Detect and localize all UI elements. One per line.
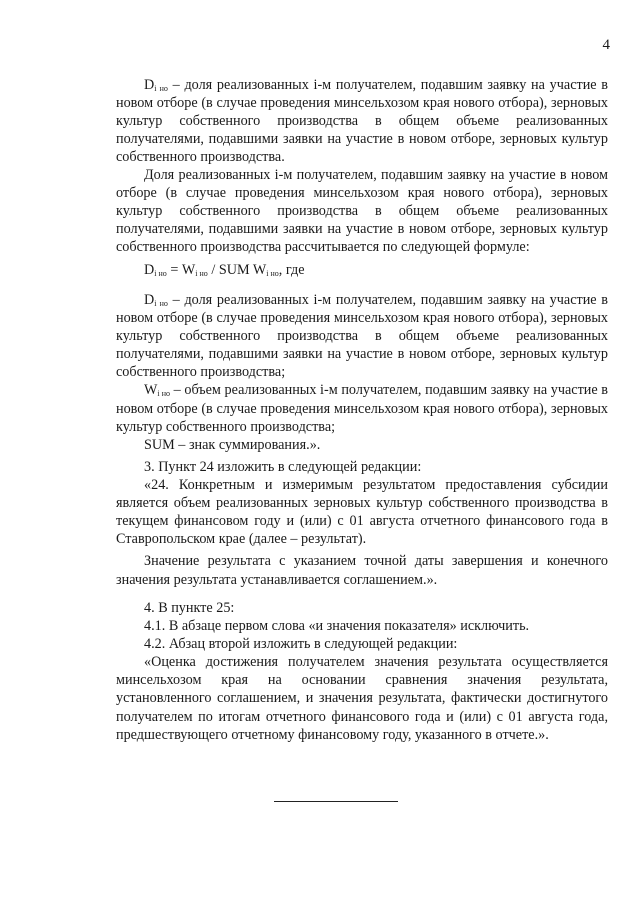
definition-sum: SUM – знак суммирования.». [144,436,321,453]
formula-intro-paragraph: Доля реализованных i-м получателем, подавшим заявку на участие в новом отборе (в случае проведения минсельхозом края нового отбора), зерновых культур собственного производства в общем объеме реализованных получателями, подавшими заявки на участие в новом отборе, зерновых культур собственного производства рассчитывается по следующей формуле: [116,167,608,256]
page-number: 4 [602,37,610,53]
item-4-1: 4.1. В абзаце первом слова «и значения показателя» исключить. [144,618,530,635]
formula: $D_{i но} = W_{i но}$ / SUM $W_{i но}$, где [144,262,305,278]
definition-d-share: $D_{i но}$ – доля реализованных i-м получателем, подавшим заявку на участие в новом отборе (в случае проведения минсельхозом края нового отбора), зерновых культур собственного производства в общем объеме реализованных получателями, подавшими заявки на участие в новом отборе, зерновых культур собственного производства. [116,77,608,166]
item-3-heading: 3. Пункт 24 изложить в следующей редакции: [144,459,422,475]
item-4-heading: 4. В пункте 25: [144,600,235,616]
item-4-block [116,599,608,744]
definition-d-share-block [116,76,608,166]
item-4-quote: «Оценка достижения получателем значения результата осуществляется минсельхозом края на основании сравнения значения результата, установленного соглашением, и значения результата, фактически достигнутого получателем по итогам отчетного финансового года и (или) с 01 августа года, предшествующего отчетному финансовому году, указанного в отчете.». [116,654,608,743]
end-divider-line [274,801,398,802]
formula-definitions-block [116,291,608,454]
definition-w-volume: $W_{i но}$ – объем реализованных i-м получателем, подавшим заявку на участие в новом отборе (в случае проведения минсельхозом края нового отбора), зерновых культур собственного производства; [116,382,608,435]
symbol-d: $D_{i но}$ [144,77,168,93]
formula-block [116,261,608,279]
definition-d-share-repeat: $D_{i но}$ – доля реализованных i-м получателем, подавшим заявку на участие в новом отборе (в случае проведения минсельхозом края нового отбора), зерновых культур собственного производства в общем объеме реализованных получателями, подавшими заявки на участие в новом отборе, зерновых культур собственного производства; [116,292,608,381]
item-4-2: 4.2. Абзац второй изложить в следующей редакции: [144,636,458,653]
item-3-quote-paragraph-1: «24. Конкретным и измеримым результатом предоставления субсидии является объем реализованных зерновых культур собственного производства в текущем финансовом году и (или) с 01 августа отчетного финансового года в Ставропольском крае (далее – результат). [116,477,608,548]
item-3-block [116,458,608,589]
item-3-quote-paragraph-2: Значение результата с указанием точной даты завершения и конечного значения результата устанавливается соглашением.». [116,553,608,588]
formula-intro-block [116,166,608,256]
